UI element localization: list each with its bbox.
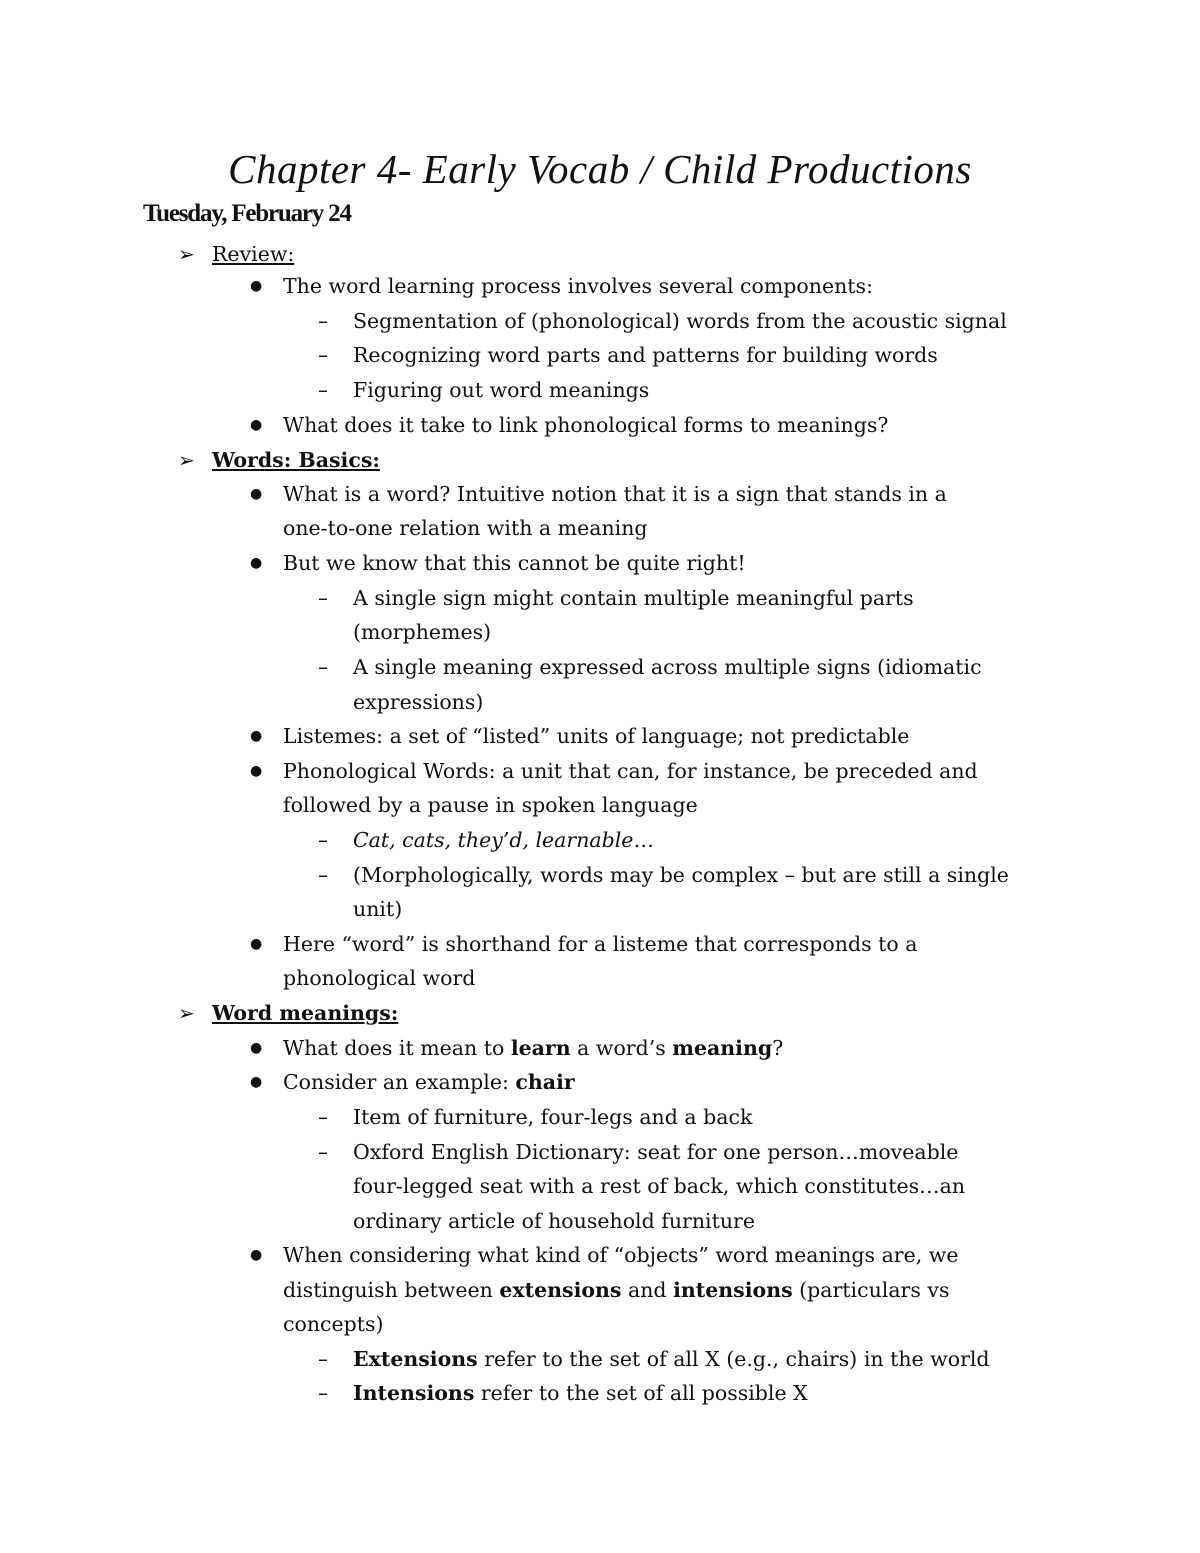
sub-list-item-continuation: (morphemes): [353, 620, 492, 644]
section-heading-basics: Words: Basics:: [212, 448, 380, 472]
sub-list-item: A single sign might contain multiple meaningful parts: [353, 586, 914, 610]
sub-list-item: Segmentation of (phonological) words from the acoustic signal: [353, 309, 1007, 333]
list-item: [283, 1068, 575, 1096]
arrow-bullet-icon: ➢: [178, 448, 195, 472]
dash-icon: –: [318, 863, 328, 887]
text-run: refer to the set of all possible X: [474, 1381, 808, 1405]
list-item: Phonological Words: a unit that can, for instance, be preceded and: [283, 759, 978, 783]
dash-icon: –: [318, 1381, 328, 1405]
sub-list-item: Recognizing word parts and patterns for building words: [353, 343, 938, 367]
bold-term: learn: [510, 1036, 571, 1060]
list-item-continuation: followed by a pause in spoken language: [283, 793, 698, 817]
bullet-icon: ●: [250, 417, 263, 433]
lecture-date: Tuesday, February 24: [143, 200, 351, 227]
sub-list-item-continuation: unit): [353, 897, 403, 921]
sub-list-item: Figuring out word meanings: [353, 378, 650, 402]
text-run: ?: [772, 1036, 784, 1060]
list-item-continuation: concepts): [283, 1312, 384, 1336]
bullet-icon: ●: [250, 763, 263, 779]
dash-icon: –: [318, 655, 328, 679]
bold-term: chair: [515, 1070, 575, 1094]
sub-list-item-continuation: expressions): [353, 690, 484, 714]
arrow-bullet-icon: ➢: [178, 1001, 195, 1025]
text-run: Consider an example:: [283, 1070, 516, 1094]
list-item: Listemes: a set of “listed” units of language; not predictable: [283, 724, 910, 748]
list-item-continuation: one-to-one relation with a meaning: [283, 516, 648, 540]
bold-term: meaning: [672, 1036, 773, 1060]
page-title: Chapter 4- Early Vocab / Child Productions: [228, 146, 972, 192]
list-item: Here “word” is shorthand for a listeme that corresponds to a: [283, 932, 918, 956]
dash-icon: –: [318, 1347, 328, 1371]
bullet-icon: ●: [250, 486, 263, 502]
dash-icon: –: [318, 378, 328, 402]
list-item-continuation: [283, 1276, 950, 1304]
sub-list-item: Item of furniture, four-legs and a back: [353, 1105, 753, 1129]
dash-icon: –: [318, 828, 328, 852]
text-run: What does it mean to: [283, 1036, 511, 1060]
sub-list-item: [353, 1345, 990, 1373]
list-item-continuation: phonological word: [283, 966, 476, 990]
sub-list-item: [353, 1379, 808, 1407]
example-words: Cat, cats, they’d, learnable…: [353, 828, 654, 852]
sub-list-item: (Morphologically, words may be complex – but are still a single: [353, 863, 1009, 887]
dash-icon: –: [318, 1105, 328, 1129]
sub-list-item-continuation: four-legged seat with a rest of back, which constitutes…an: [353, 1174, 966, 1198]
sub-list-item: A single meaning expressed across multiple signs (idiomatic: [353, 655, 982, 679]
bullet-icon: ●: [250, 1040, 263, 1056]
text-run: a word’s: [570, 1036, 673, 1060]
list-item: What does it take to link phonological forms to meanings?: [283, 413, 889, 437]
bullet-icon: ●: [250, 278, 263, 294]
dash-icon: –: [318, 343, 328, 367]
dash-icon: –: [318, 309, 328, 333]
bullet-icon: ●: [250, 728, 263, 744]
list-item: When considering what kind of “objects” word meanings are, we: [283, 1243, 959, 1267]
sub-list-item-continuation: ordinary article of household furniture: [353, 1209, 755, 1233]
list-item: But we know that this cannot be quite right!: [283, 551, 746, 575]
list-item: The word learning process involves several components:: [283, 274, 873, 298]
sub-list-item: Oxford English Dictionary: seat for one person…moveable: [353, 1140, 959, 1164]
dash-icon: –: [318, 1140, 328, 1164]
text-run: refer to the set of all X (e.g., chairs) in the world: [477, 1347, 990, 1371]
text-run: distinguish between: [283, 1278, 500, 1302]
list-item: [283, 1034, 783, 1062]
bullet-icon: ●: [250, 555, 263, 571]
bullet-icon: ●: [250, 1074, 263, 1090]
section-heading-review: Review:: [212, 242, 295, 266]
bullet-icon: ●: [250, 1247, 263, 1263]
sub-list-item: [353, 826, 654, 854]
bold-term: extensions: [499, 1278, 622, 1302]
text-run: (particulars vs: [792, 1278, 950, 1302]
dash-icon: –: [318, 586, 328, 610]
bullet-icon: ●: [250, 936, 263, 952]
bold-term: intensions: [673, 1278, 793, 1302]
arrow-bullet-icon: ➢: [178, 242, 195, 266]
section-heading-meanings: Word meanings:: [212, 1001, 399, 1025]
text-run: and: [621, 1278, 674, 1302]
list-item: What is a word? Intuitive notion that it is a sign that stands in a: [283, 482, 947, 506]
bold-term: Intensions: [353, 1381, 475, 1405]
bold-term: Extensions: [353, 1347, 478, 1371]
